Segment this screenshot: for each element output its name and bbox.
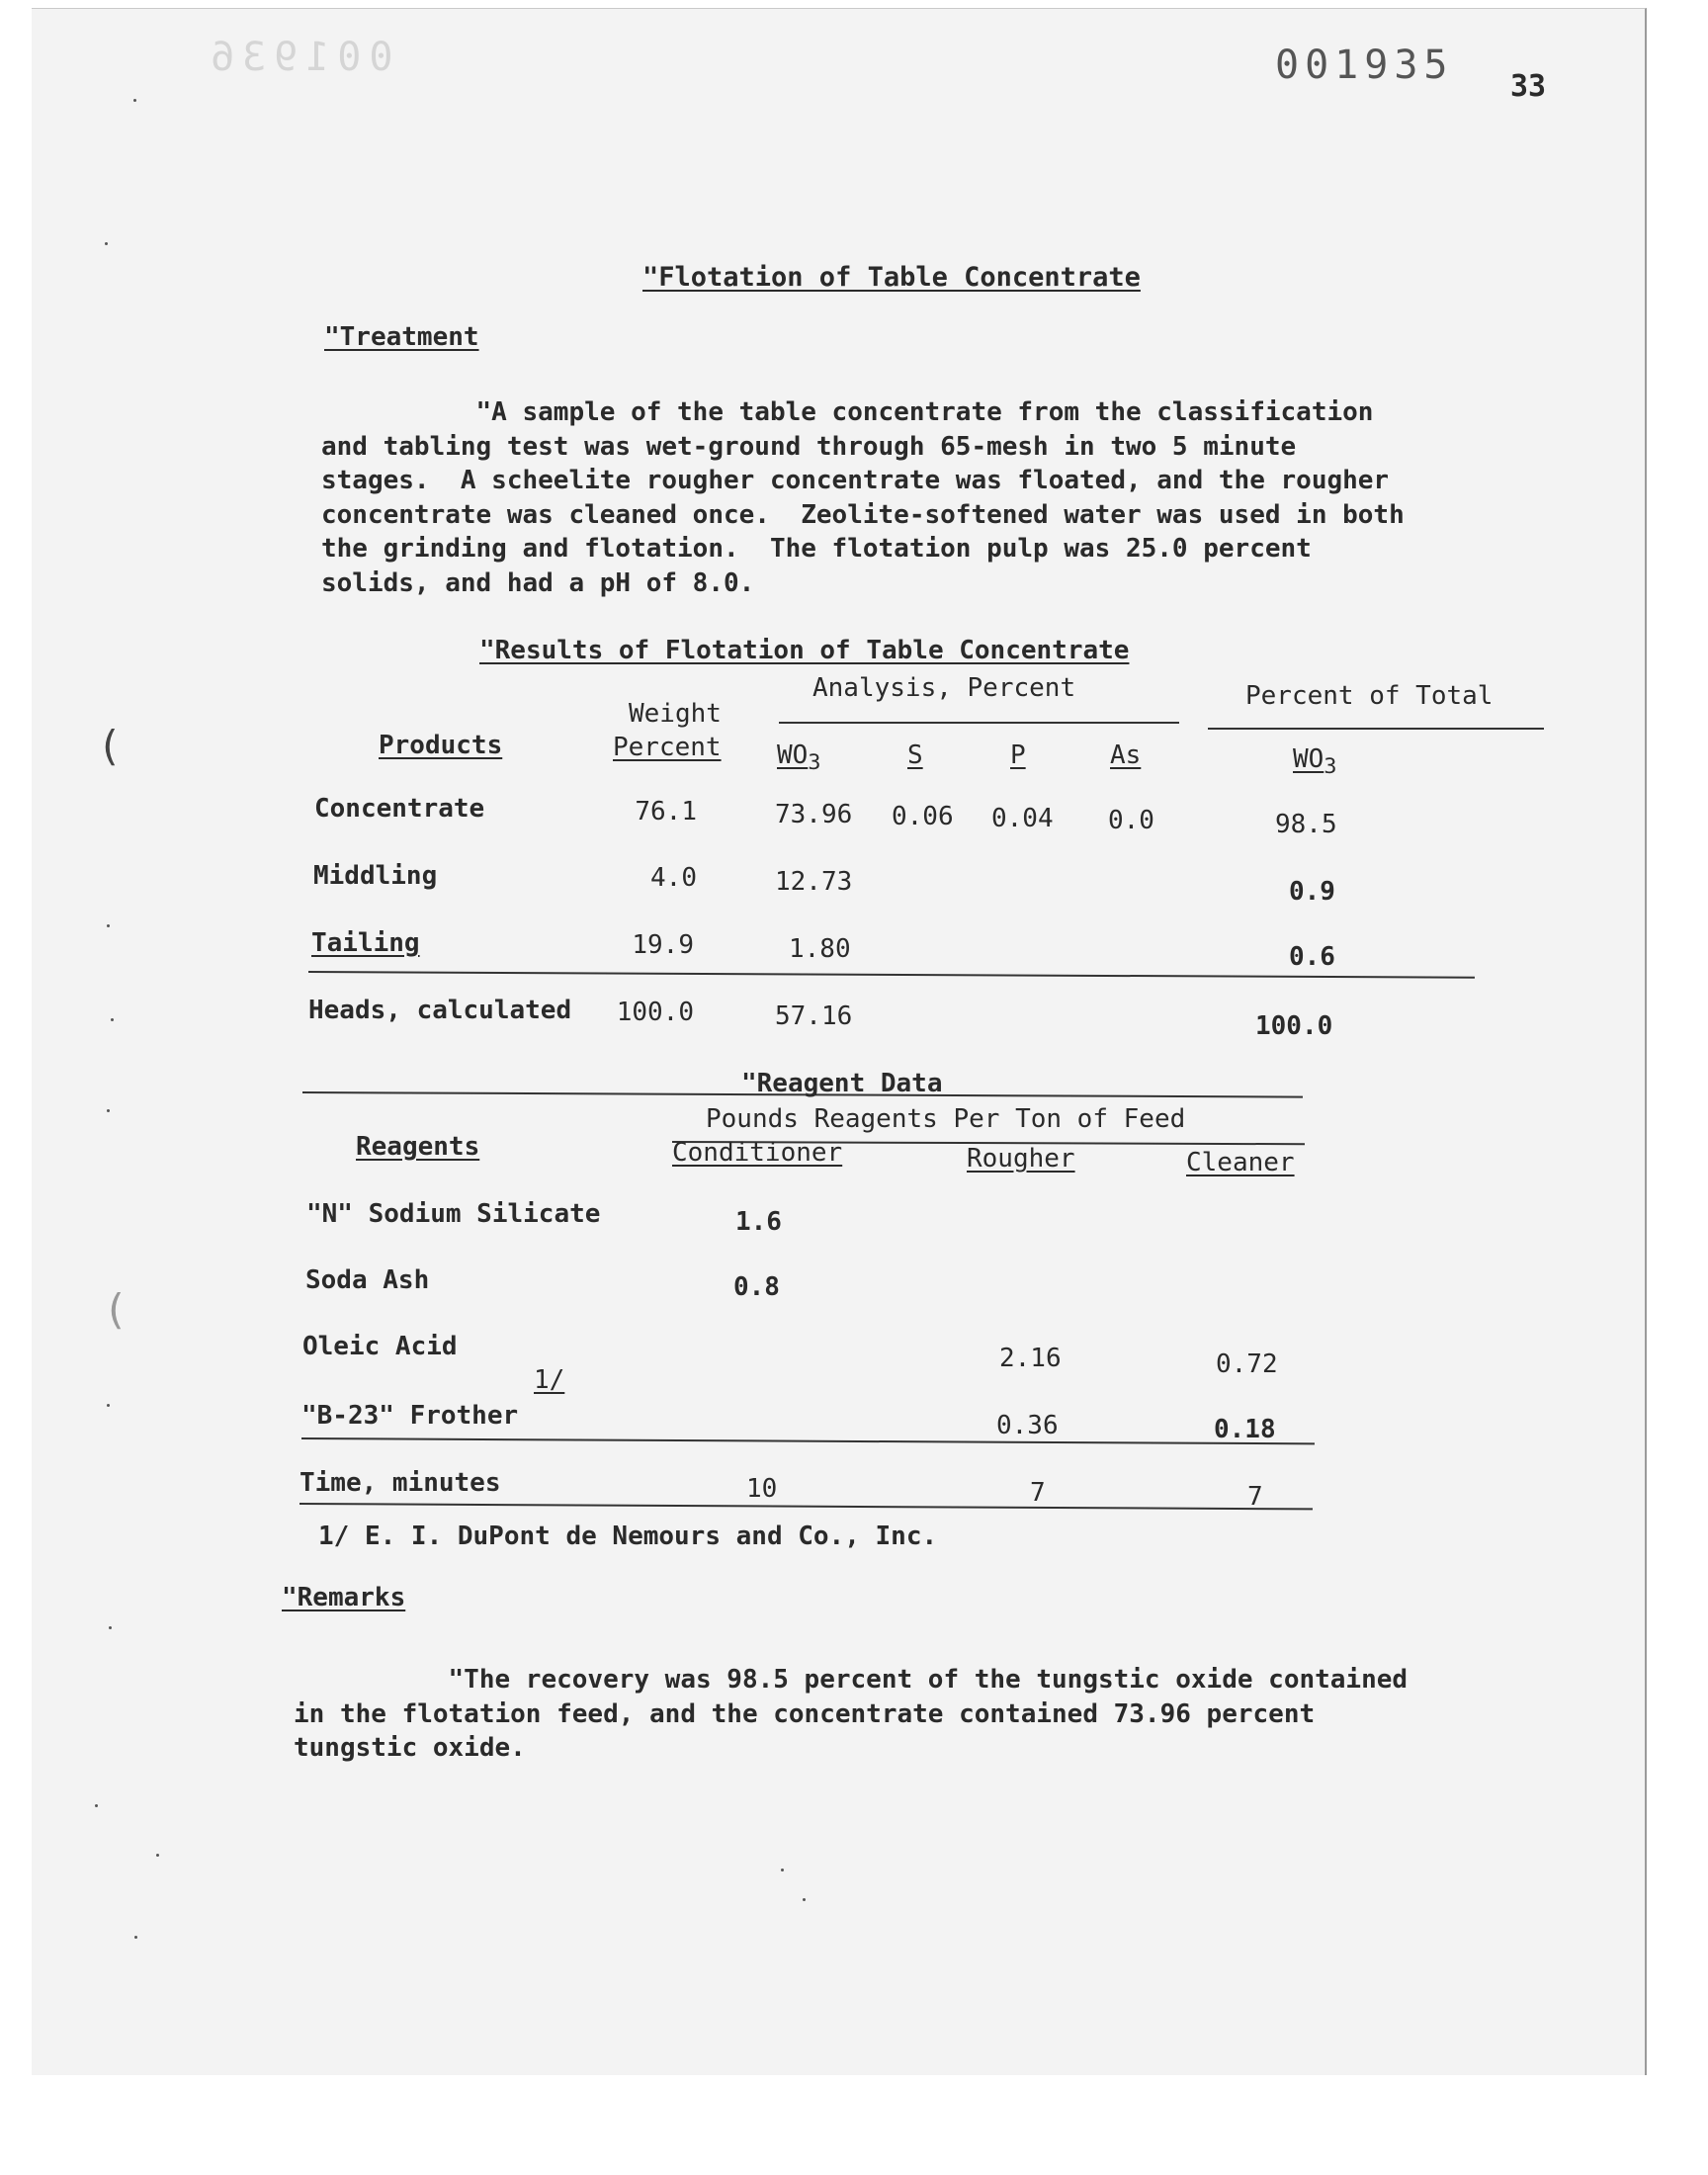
scan-speck [156, 1854, 159, 1857]
treatment-line: "A sample of the table concentrate from the classification [321, 397, 1374, 427]
footnote-marker: 1/ [534, 1365, 565, 1395]
as-header: As [1110, 740, 1142, 770]
total-value: 0.6 [1289, 942, 1335, 972]
results-table-title: "Results of Flotation of Table Concentrate [479, 636, 1130, 665]
reagent-name: "B-23" Frother [301, 1401, 519, 1431]
scan-speck [803, 1898, 806, 1901]
treatment-line: stages. A scheelite rougher concentrate was floated, and the rougher [321, 466, 1390, 495]
conditioner-value: 0.8 [733, 1272, 780, 1302]
products-header: Products [379, 731, 503, 760]
scan-speck [109, 1626, 112, 1629]
p-header: P [1010, 740, 1026, 770]
product-name: Concentrate [314, 794, 485, 824]
wo3-header-label: WO [777, 740, 809, 770]
wo3-value: 12.73 [775, 867, 853, 897]
product-name: Middling [313, 861, 438, 891]
total-group-header: Percent of Total [1245, 681, 1494, 711]
conditioner-value: 1.6 [735, 1207, 782, 1237]
subscript-3: 3 [1324, 754, 1337, 780]
weight-value: 4.0 [650, 863, 697, 893]
weight-value: 19.9 [632, 930, 694, 960]
subscript-3: 3 [808, 750, 821, 776]
scan-speck [111, 1018, 114, 1021]
percent-header: Percent [613, 733, 722, 762]
weight-header: Weight [629, 699, 722, 729]
reagent-name: Oleic Acid [302, 1332, 458, 1361]
cleaner-value: 0.18 [1214, 1415, 1276, 1444]
document-number: 001935 [1275, 43, 1454, 88]
scan-speck [134, 1936, 137, 1939]
wo3-header [777, 740, 820, 779]
wo3-value: 73.96 [775, 800, 853, 829]
margin-mark: ( [103, 1285, 128, 1334]
remarks-line: tungstic oxide. [294, 1733, 526, 1763]
reagent-name: Soda Ash [305, 1265, 430, 1295]
weight-value: 76.1 [635, 797, 697, 826]
wo3-value: 1.80 [789, 934, 851, 964]
analysis-group-rule [779, 722, 1179, 724]
conditioner-value: 10 [746, 1474, 778, 1504]
scan-speck [95, 1804, 98, 1807]
wo3-value: 57.16 [775, 1001, 853, 1031]
treatment-line: concentrate was cleaned once. Zeolite-softened water was used in both [321, 499, 1405, 530]
treatment-line: and tabling test was wet-ground through 65-mesh in two 5 minute [321, 431, 1297, 462]
page-number: 33 [1510, 69, 1547, 104]
product-name: Tailing [311, 928, 420, 958]
s-value: 0.06 [892, 802, 954, 831]
reagent-group-header: Pounds Reagents Per Ton of Feed [706, 1104, 1186, 1134]
treatment-line: the grinding and flotation. The flotation pulp was 25.0 percent [321, 534, 1312, 564]
scan-speck [107, 1109, 110, 1112]
p-value: 0.04 [991, 804, 1054, 833]
margin-mark: ( [97, 722, 123, 770]
reagent-table-title: "Reagent Data [741, 1069, 943, 1098]
scan-speck [781, 1869, 784, 1871]
remarks-line: "The recovery was 98.5 percent of the tungstic oxide contained [294, 1665, 1409, 1695]
total-wo3-header-label: WO [1293, 744, 1324, 774]
reagent-name: "N" Sodium Silicate [306, 1199, 601, 1229]
scan-speck [133, 99, 136, 102]
treatment-line: solids, and had a pH of 8.0. [321, 567, 755, 598]
weight-value: 100.0 [616, 998, 694, 1027]
cleaner-value: 7 [1247, 1482, 1263, 1512]
treatment-heading: "Treatment [324, 322, 479, 352]
scan-speck [105, 242, 108, 245]
product-name: Heads, calculated [308, 996, 572, 1025]
page-title: "Flotation of Table Concentrate [642, 262, 1141, 293]
total-value: 98.5 [1275, 810, 1337, 839]
s-header: S [907, 740, 923, 770]
remarks-line: in the flotation feed, and the concentrate contained 73.96 percent [294, 1698, 1316, 1729]
rougher-value: 7 [1030, 1478, 1046, 1508]
treatment-paragraph [321, 395, 1405, 600]
remarks-heading: "Remarks [282, 1583, 406, 1612]
total-value: 100.0 [1255, 1011, 1333, 1041]
reagents-header: Reagents [356, 1132, 480, 1162]
total-group-rule [1208, 728, 1544, 730]
bleed-through-stamp: 001936 [203, 35, 393, 80]
total-value: 0.9 [1289, 877, 1335, 907]
scan-speck [107, 1404, 110, 1407]
conditioner-header: Conditioner [672, 1138, 843, 1168]
analysis-group-header: Analysis, Percent [812, 673, 1076, 703]
total-wo3-header [1293, 743, 1336, 783]
scan-speck [107, 924, 110, 927]
remarks-paragraph [294, 1663, 1408, 1766]
reagent-name: Time, minutes [299, 1468, 501, 1498]
as-value: 0.0 [1108, 806, 1154, 835]
rougher-value: 2.16 [999, 1344, 1062, 1373]
rougher-header: Rougher [967, 1144, 1075, 1174]
cleaner-header: Cleaner [1186, 1148, 1295, 1177]
rougher-value: 0.36 [996, 1411, 1059, 1440]
footnote: 1/ E. I. DuPont de Nemours and Co., Inc. [318, 1522, 938, 1551]
cleaner-value: 0.72 [1216, 1349, 1278, 1379]
